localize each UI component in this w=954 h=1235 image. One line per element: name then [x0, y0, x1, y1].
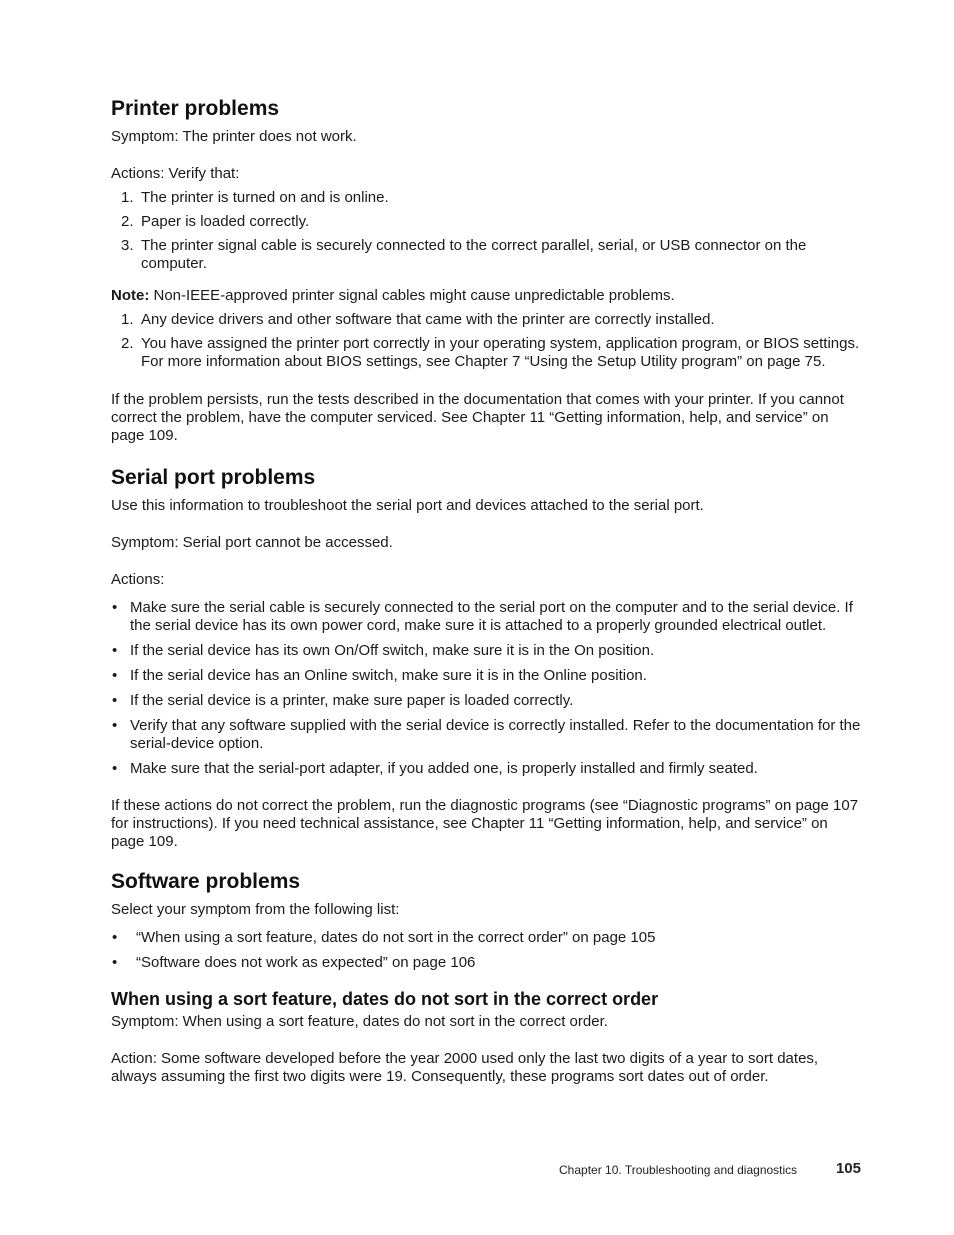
symptom-link-item[interactable]: • “Software does not work as expected” on page 106: [112, 954, 476, 971]
list-item: 2. Paper is loaded correctly.: [121, 213, 310, 230]
software-links: [111, 929, 863, 972]
sort-symptom: Symptom: When using a sort feature, dates do not sort in the correct order.: [111, 1013, 608, 1030]
list-item: • Make sure that the serial-port adapter, if you added one, is properly installed and firmly seated.: [112, 760, 758, 777]
serial-bullets: [111, 599, 863, 778]
software-intro: Select your symptom from the following list:: [111, 901, 400, 918]
serial-closing: If these actions do not correct the problem, run the diagnostic programs (see “Diagnostic programs” on page 107 for instructions). If you need technical assistance, see Chapter 11 “Getting information, help, and service” on page 109.: [111, 797, 859, 850]
software-heading: Software problems: [111, 870, 301, 893]
note-label: Note:: [111, 287, 150, 304]
list-item: • Make sure the serial cable is securely connected to the serial port on the computer and to the serial device. If the serial device has its own power cord, make sure it is attached to a properly grounded electrical outlet.: [112, 599, 853, 634]
list-item: 3. The printer signal cable is securely connected to the correct parallel, serial, or USB connector on the computer.: [121, 237, 807, 272]
page-content: [111, 96, 863, 1086]
list-item: • Verify that any software supplied with the serial device is correctly installed. Refer to the documentation for the serial-device option.: [112, 717, 861, 752]
printer-actions: Actions: Verify that:: [111, 165, 240, 182]
printer-heading: Printer problems: [111, 97, 280, 120]
serial-intro: Use this information to troubleshoot the serial port and devices attached to the serial port.: [111, 497, 704, 514]
list-item: • If the serial device has its own On/Off switch, make sure it is in the On position.: [112, 642, 655, 659]
symptom-link-item[interactable]: • “When using a sort feature, dates do not sort in the correct order” on page 105: [112, 929, 656, 946]
printer-persists: If the problem persists, run the tests described in the documentation that comes with your printer. If you cannot correct the problem, have the computer serviced. See Chapter 11 “Getting information, help, and service” on page 109.: [111, 391, 844, 444]
serial-symptom: Symptom: Serial port cannot be accessed.: [111, 534, 393, 551]
list-item: 1. Any device drivers and other software that came with the printer are correctly installed.: [121, 311, 715, 328]
list-item: 2. You have assigned the printer port correctly in your operating system, application program, or BIOS settings. For more information about BIOS settings, see Chapter 7 “Using the Setup Utility program” on page 75.: [121, 335, 860, 370]
sort-action: Action: Some software developed before the year 2000 used only the last two digits of a year to sort dates, always assuming the first two digits were 19. Consequently, these programs sort dates out of order.: [111, 1050, 819, 1085]
sort-subheading: When using a sort feature, dates do not sort in the correct order: [111, 989, 659, 1009]
list-item: 1. The printer is turned on and is online.: [121, 189, 389, 206]
printer-symptom: Symptom: The printer does not work.: [111, 128, 357, 145]
printer-note: Note: Non-IEEE-approved printer signal cables might cause unpredictable problems.: [111, 287, 675, 304]
page-number: 105: [835, 1160, 861, 1177]
printer-steps-2: [111, 311, 863, 371]
list-item: • If the serial device has an Online switch, make sure it is in the Online position.: [112, 667, 647, 684]
printer-steps: [111, 189, 863, 273]
page-footer: [559, 1160, 863, 1177]
footer-chapter: Chapter 10. Troubleshooting and diagnostics: [559, 1163, 798, 1177]
serial-heading: Serial port problems: [111, 466, 316, 489]
serial-actions: Actions:: [111, 571, 165, 588]
list-item: • If the serial device is a printer, make sure paper is loaded correctly.: [112, 692, 574, 709]
